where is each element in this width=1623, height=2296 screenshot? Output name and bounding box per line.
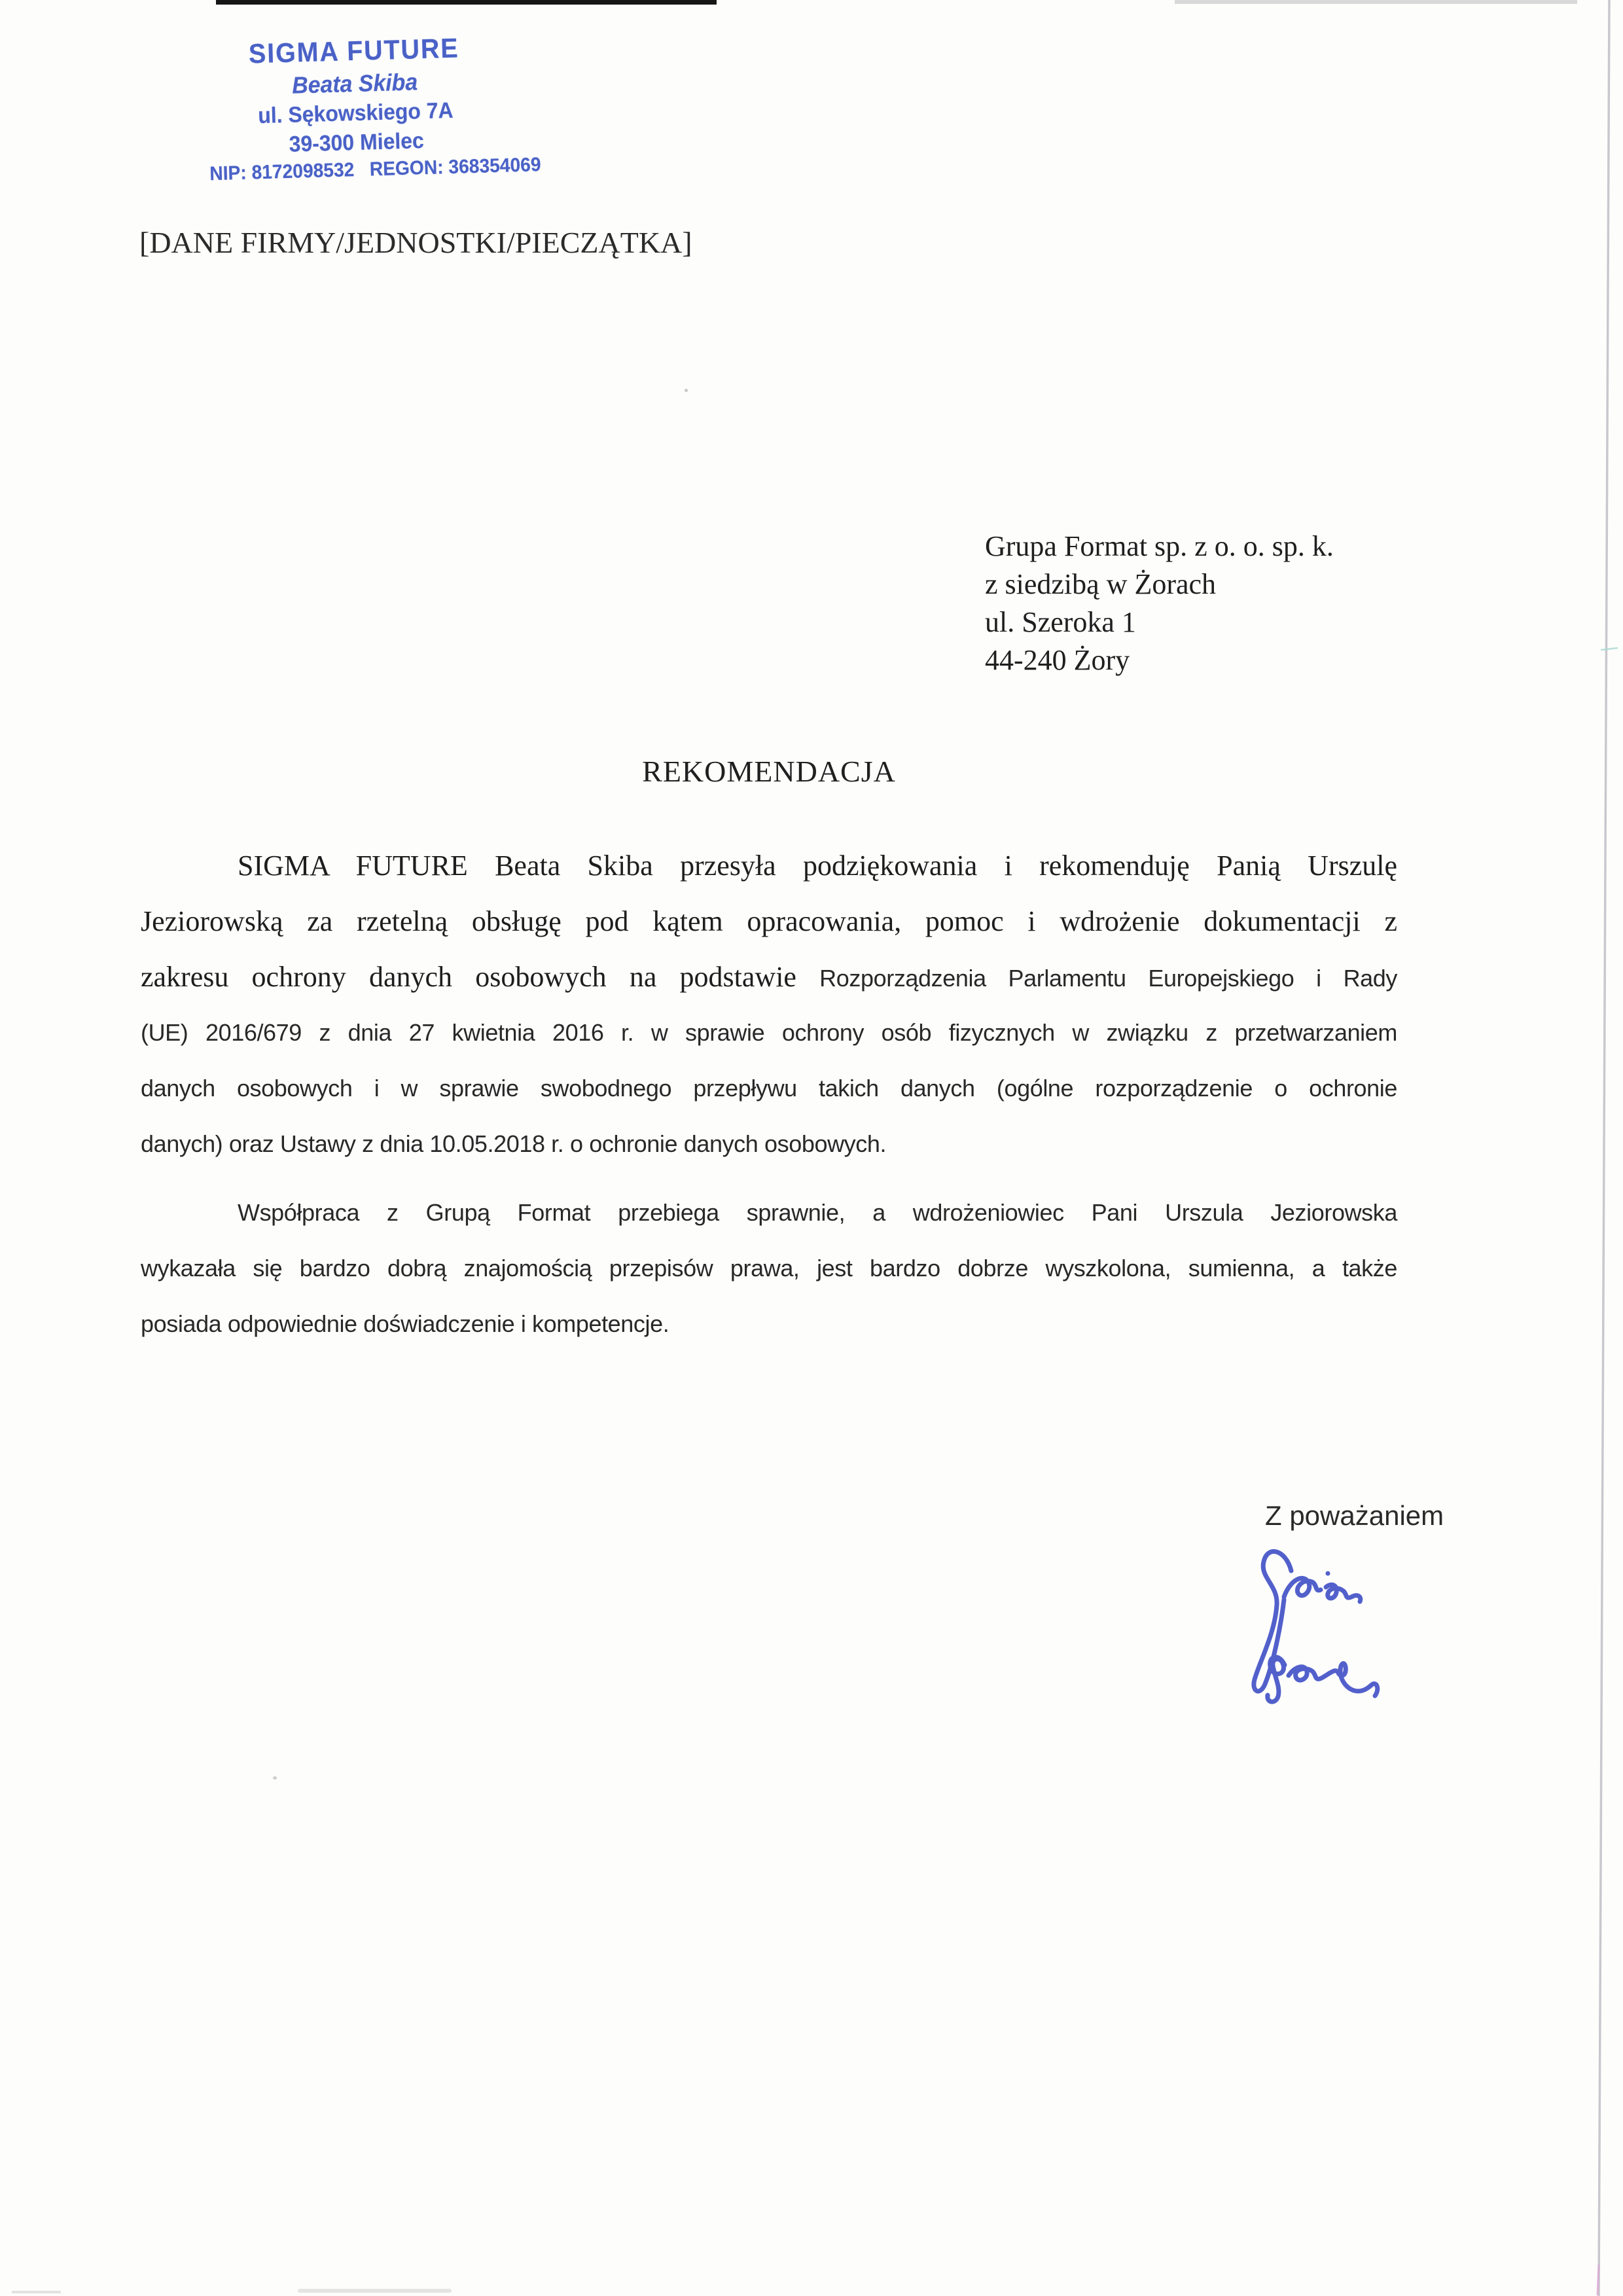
recipient-company: Grupa Format sp. z o. o. sp. k. [985,530,1334,562]
letterhead-placeholder: [DANE FIRMY/JEDNOSTKI/PIECZĄTKA] [139,226,692,259]
recipient-city: 44-240 Żory [985,644,1130,676]
scan-artifact-top-gray-bar [1175,0,1577,4]
body-line: (UE) 2016/679 z dnia 27 kwietnia 2016 r. w sprawie ochrony osób fizycznych w związku z przetwarzaniem [141,1019,1397,1046]
scan-speckle [273,1776,277,1780]
body-line: wykazała się bardzo dobrą znajomością przepisów prawa, jest bardzo dobrze wyszkolona, sumienna, a także [141,1255,1397,1282]
stamp-nip-regon: NIP: 8172098532 REGON: 368354069 [209,154,541,185]
recipient-block [985,528,1334,679]
stamp-city: 39-300 Mielec [289,128,425,157]
scan-speckle [685,389,688,392]
scan-artifact-bottom-smudge [298,2289,452,2293]
recipient-seat: z siedzibą w Żorach [985,568,1217,600]
body-line: danych) oraz Ustawy z dnia 10.05.2018 r. o ochronie danych osobowych. [141,1130,887,1157]
body-line [141,949,1397,1005]
body-line: Współpraca z Grupą Format przebiega sprawnie, a wdrożeniowiec Pani Urszula Jeziorowska [238,1199,1397,1226]
handwritten-signature-ink [1240,1537,1400,1713]
paragraph-1 [141,838,1397,1172]
body-line: Jeziorowską za rzetelną obsługę pod kątem opracowania, pomoc i wdrożenie dokumentacji z [141,905,1397,937]
closing-salutation: Z poważaniem [1265,1500,1444,1531]
body-line: danych osobowych i w sprawie swobodnego przepływu takich danych (ogólne rozporządzenie o ochronie [141,1075,1397,1102]
body-line-segment-sans: Rozporządzenia Parlamentu Europejskiego i Rady [819,965,1398,992]
body-line: SIGMA FUTURE Beata Skiba przesyła podziękowania i rekomenduję Panią Urszulę [238,850,1397,882]
body-line: posiada odpowiednie doświadczenie i kompetencje. [141,1310,669,1337]
stamp-owner-name: Beata Skiba [291,68,418,99]
scan-artifact-bottom-smudge-small [12,2291,61,2293]
stamp-company-name: SIGMA FUTURE [248,32,460,69]
scan-artifact-top-dark-bar [216,0,717,5]
stamp-street: ul. Sękowskiego 7A [257,98,454,129]
recipient-street: ul. Szeroka 1 [985,606,1136,638]
company-stamp [205,29,541,188]
letter-title: REKOMENDACJA [642,755,896,788]
paragraph-2 [141,1185,1397,1352]
body-line-segment-serif: zakresu ochrony danych osobowych na podstawie [141,961,820,993]
